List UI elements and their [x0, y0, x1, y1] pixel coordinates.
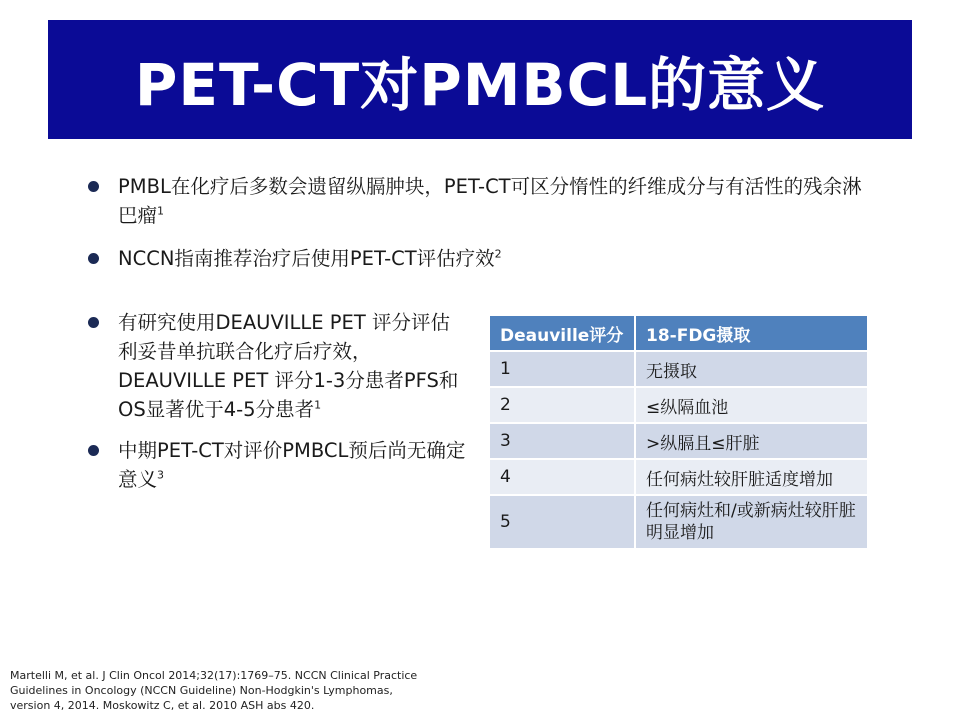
column-header-score: Deauville评分 [490, 316, 635, 351]
bullet-item [86, 308, 468, 424]
slide-title: PET-CT对PMBCL的意义 [134, 50, 826, 119]
column-header-uptake: 18-FDG摄取 [635, 316, 867, 351]
bullet-text: PMBL在化疗后多数会遗留纵膈肿块，PET-CT可区分惰性的纤维成分与有活性的残余淋巴瘤 [118, 175, 862, 227]
footnote-marker: 1 [157, 204, 165, 218]
title-banner [48, 20, 912, 139]
table-row [490, 495, 867, 548]
footnote-marker: 2 [494, 247, 502, 261]
bullet-dot-icon [88, 317, 99, 328]
bullet-list-top [86, 172, 866, 287]
score-cell: 5 [490, 495, 635, 548]
deauville-table [490, 316, 867, 548]
uptake-cell: ≤纵隔血池 [635, 387, 867, 423]
table-row [490, 387, 867, 423]
table-row [490, 423, 867, 459]
table-row [490, 459, 867, 495]
bullet-dot-icon [88, 445, 99, 456]
bullet-list-left [86, 308, 468, 506]
bullet-dot-icon [88, 253, 99, 264]
uptake-cell: >纵膈且≤肝脏 [635, 423, 867, 459]
bullet-text: NCCN指南推荐治疗后使用PET-CT评估疗效 [118, 247, 495, 270]
table-header-row [490, 316, 867, 351]
bullet-dot-icon [88, 181, 99, 192]
bullet-text: 中期PET-CT对评价PMBCL预后尚无确定意义 [118, 439, 466, 491]
uptake-cell: 无摄取 [635, 351, 867, 387]
references-footnote: Martelli M, et al. J Clin Oncol 2014;32(17):1769–75. NCCN Clinical Practice Guidelines in Oncology (NCCN Guideline) Non-Hodgkin's Lymphomas, version 4, 2014. Moskowitz C, et al. 2010 ASH abs 420. [10, 669, 418, 712]
table-row [490, 351, 867, 387]
bullet-item [86, 172, 866, 230]
bullet-item [86, 244, 866, 273]
score-cell: 1 [490, 351, 635, 387]
bullet-item [86, 436, 468, 494]
score-cell: 3 [490, 423, 635, 459]
uptake-cell: 任何病灶和/或新病灶较肝脏明显增加 [635, 495, 867, 548]
footnote-marker: 3 [157, 468, 165, 482]
footnote-marker: 1 [314, 398, 322, 412]
score-cell: 4 [490, 459, 635, 495]
score-cell: 2 [490, 387, 635, 423]
uptake-cell: 任何病灶较肝脏适度增加 [635, 459, 867, 495]
bullet-text: 有研究使用DEAUVILLE PET 评分评估利妥昔单抗联合化疗后疗效，DEAUVILLE PET 评分1-3分患者PFS和OS显著优于4-5分患者 [118, 311, 459, 421]
